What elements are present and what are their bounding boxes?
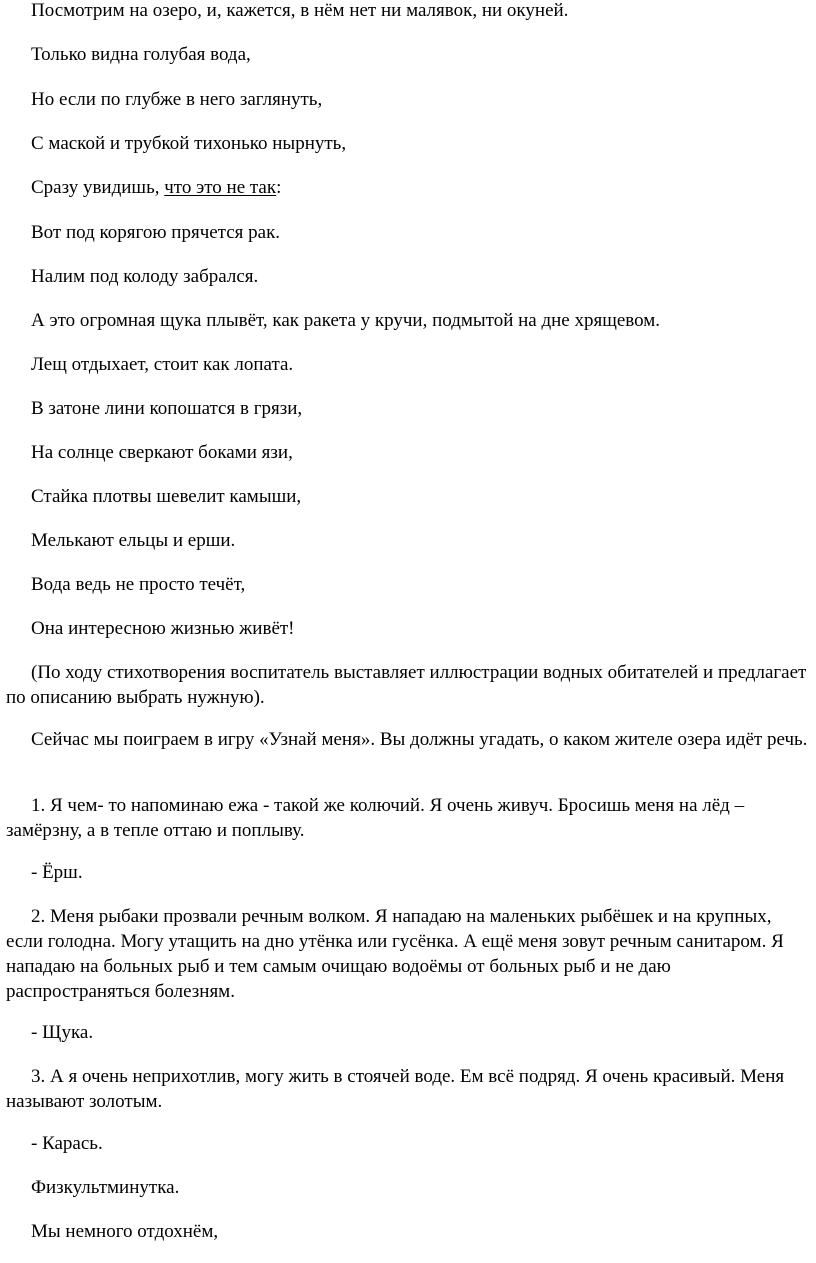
paragraph: В затоне лини копошатся в грязи,	[31, 398, 303, 419]
paragraph: Но если по глубже в него заглянуть,	[31, 89, 323, 110]
paragraph: Вот под корягою прячется рак.	[31, 222, 281, 243]
paragraph: Физкультминутка.	[31, 1177, 180, 1198]
paragraph: С маской и трубкой тихонько нырнуть,	[31, 133, 347, 154]
paragraph-text: :	[276, 177, 282, 198]
paragraph: 3. А я очень неприхотлив, могу жить в стоячей воде. Ем всё подряд. Я очень красивый. Меня называют золотым.	[6, 1066, 785, 1112]
paragraph: Сейчас мы поиграем в игру «Узнай меня». Вы должны угадать, о каком жителе озера идёт речь.	[31, 729, 808, 750]
underlined-phrase: что это не так	[164, 177, 277, 198]
paragraph: Посмотрим на озеро, и, кажется, в нём нет ни малявок, ни окуней.	[31, 0, 569, 21]
paragraph: 2. Меня рыбаки прозвали речным волком. Я нападаю на маленьких рыбёшек и на крупных, если голодна. Могу утащить на дно утёнка или гусёнка. А ещё меня зовут речным санитаром. Я нападаю на больных рыб и тем самым очищаю водоёмы от больных рыб и не даю распространяться болезням.	[6, 906, 784, 1002]
paragraph: Мы немного отдохнём,	[31, 1221, 219, 1242]
paragraph-text: Сразу увидишь,	[31, 177, 165, 198]
paragraph: - Карась.	[31, 1133, 103, 1154]
paragraph: - Щука.	[31, 1022, 94, 1043]
paragraph: Стайка плотвы шевелит камыши,	[31, 486, 302, 507]
paragraph: Налим под колоду забрался.	[31, 266, 259, 287]
paragraph: Она интересною жизнью живёт!	[31, 618, 295, 639]
paragraph: А это огромная щука плывёт, как ракета у кручи, подмытой на дне хрящевом.	[31, 310, 661, 331]
paragraph	[6, 175, 812, 200]
paragraph: 1. Я чем- то напоминаю ежа - такой же колючий. Я очень живуч. Бросишь меня на лёд – замёрзну, а в тепле оттаю и поплыву.	[6, 795, 745, 841]
paragraph: Только видна голубая вода,	[31, 44, 251, 65]
paragraph: Лещ отдыхает, стоит как лопата.	[31, 354, 294, 375]
paragraph: - Ёрш.	[31, 862, 83, 883]
paragraph: Мелькают ельцы и ерши.	[31, 530, 236, 551]
paragraph: (По ходу стихотворения воспитатель выставляет иллюстрации водных обитателей и предлагает по описанию выбрать нужную).	[6, 662, 807, 708]
paragraph: На солнце сверкают боками язи,	[31, 442, 293, 463]
paragraph: Вода ведь не просто течёт,	[31, 574, 246, 595]
